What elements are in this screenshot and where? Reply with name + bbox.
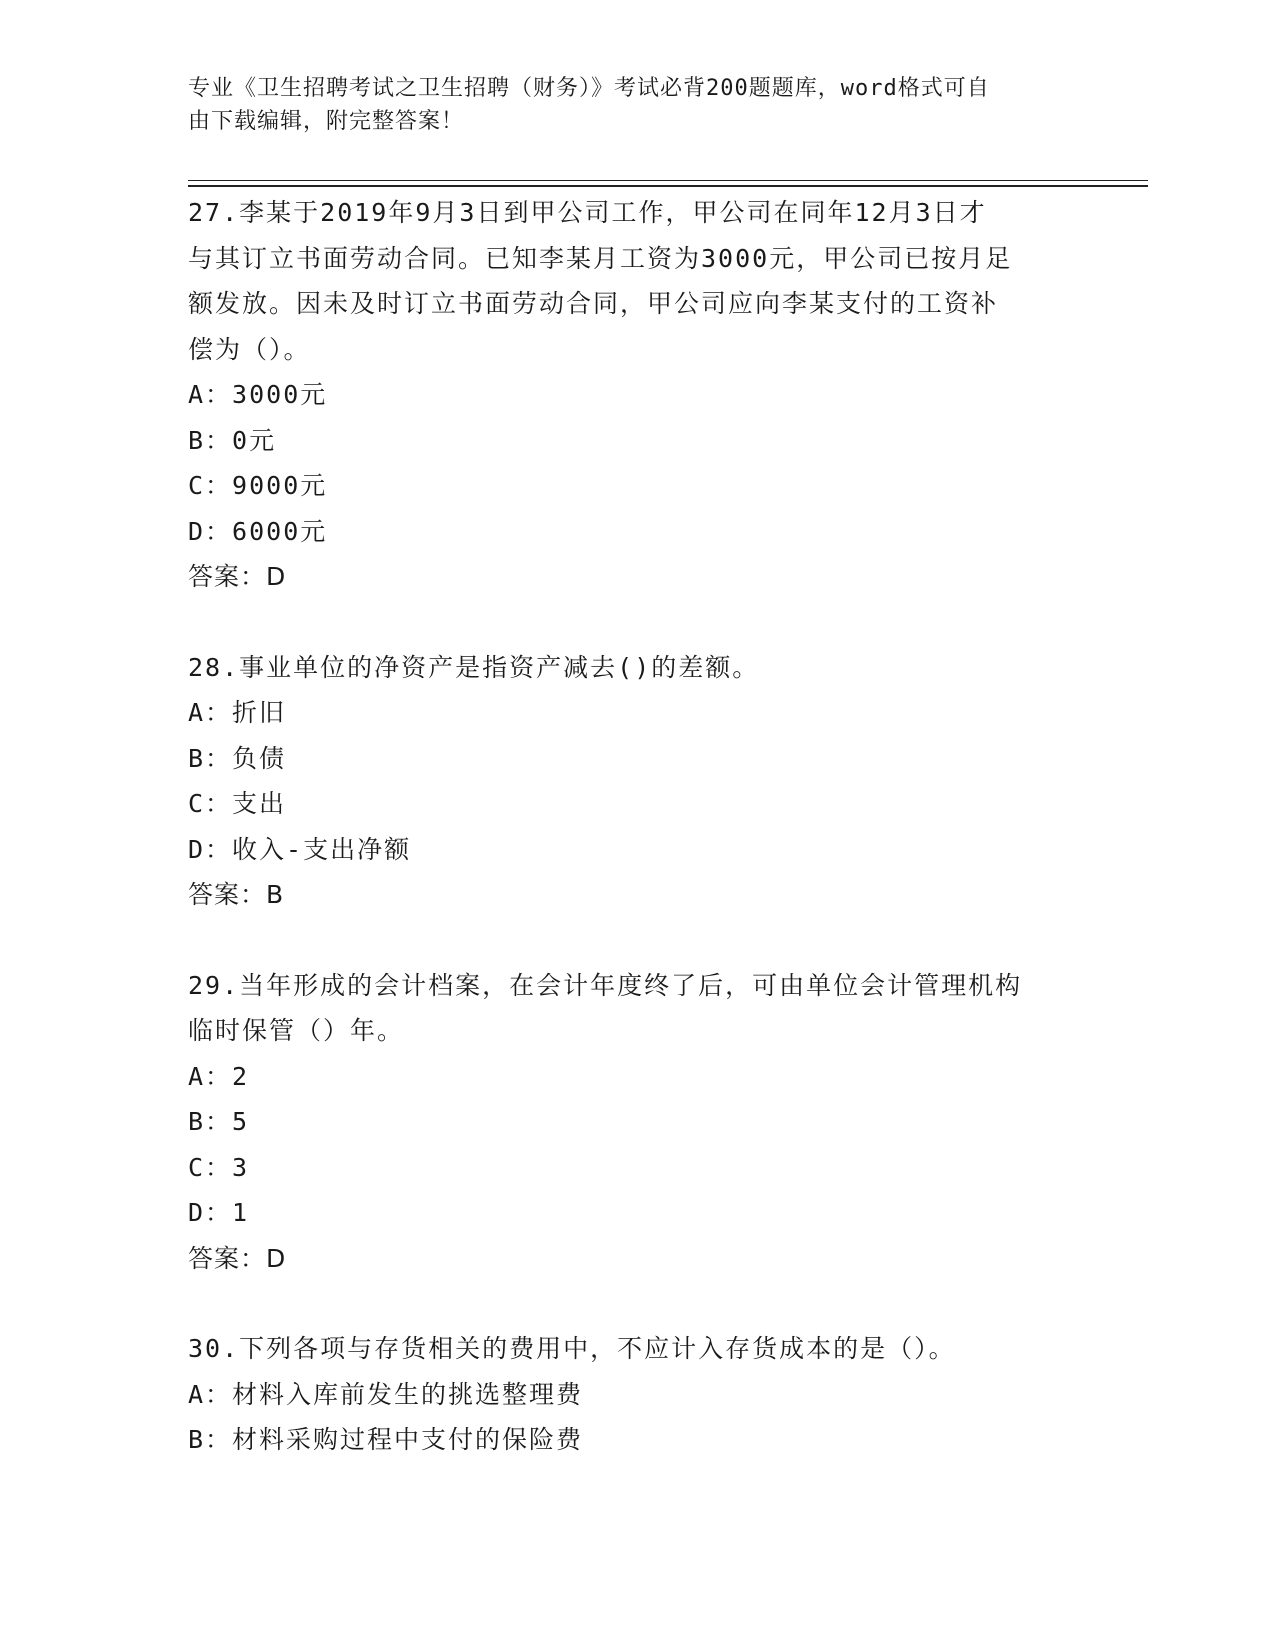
option-b: B：负债	[188, 743, 287, 773]
option-d: D：1	[188, 1198, 250, 1227]
question-text-line: 额发放。因未及时订立书面劳动合同，甲公司应向李某支付的工资补	[188, 289, 999, 318]
answer-line: 答案：D	[188, 1243, 287, 1273]
header-line-2: 由下载编辑，附完整答案！	[188, 109, 465, 134]
question-29	[188, 963, 1088, 1282]
option-b: B：材料采购过程中支付的保险费	[188, 1425, 584, 1454]
answer-line: 答案：B	[188, 880, 285, 909]
option-c: C：3	[188, 1152, 250, 1182]
question-text-line: 30.下列各项与存货相关的费用中，不应计入存货成本的是（）。	[188, 1334, 956, 1363]
option-b: B：0元	[188, 425, 277, 455]
option-d: D：6000元	[188, 516, 328, 546]
option-a: A：3000元	[188, 380, 328, 409]
option-c: C：9000元	[188, 471, 328, 500]
header-divider-thin	[188, 180, 1148, 181]
question-text-line: 与其订立书面劳动合同。已知李某月工资为3000元，甲公司已按月足	[188, 243, 1013, 273]
document-header	[188, 72, 1088, 138]
question-text-line: 28.事业单位的净资产是指资产减去()的差额。	[188, 652, 760, 682]
header-line-1: 专业《卫生招聘考试之卫生招聘（财务）》考试必背200题题库，word格式可自	[188, 76, 990, 101]
question-text-line: 临时保管（）年。	[188, 1016, 405, 1045]
question-text-line: 27.李某于2019年9月3日到甲公司工作，甲公司在同年12月3日才	[188, 198, 987, 227]
option-a: A：2	[188, 1061, 250, 1091]
option-c: C：支出	[188, 789, 287, 818]
question-30	[188, 1326, 1088, 1463]
option-b: B：5	[188, 1107, 250, 1136]
option-d: D：收入-支出净额	[188, 834, 412, 864]
question-text-line: 29.当年形成的会计档案，在会计年度终了后，可由单位会计管理机构	[188, 970, 1023, 1000]
question-28	[188, 645, 1088, 918]
answer-line: 答案：D	[188, 562, 287, 591]
question-list	[188, 190, 1088, 1508]
header-divider-thick	[188, 185, 1148, 187]
question-27	[188, 190, 1088, 600]
question-text-line: 偿为（）。	[188, 334, 311, 364]
option-a: A：折旧	[188, 698, 287, 727]
option-a: A：材料入库前发生的挑选整理费	[188, 1379, 584, 1409]
